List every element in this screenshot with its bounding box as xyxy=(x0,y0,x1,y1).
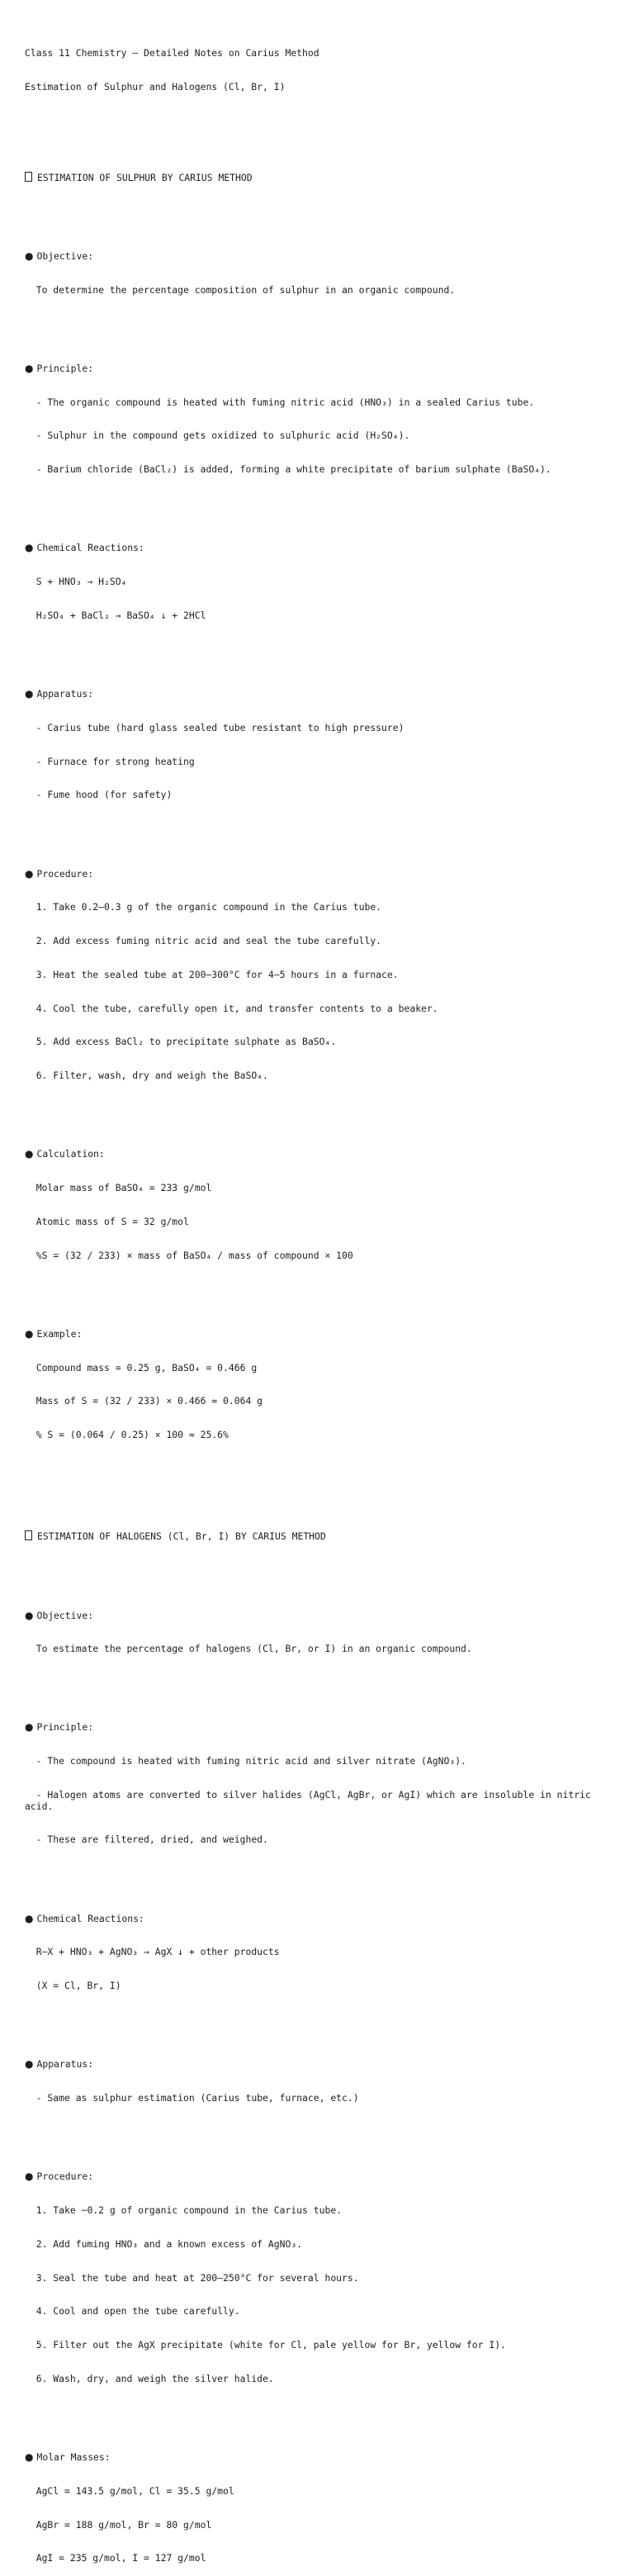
bullet-icon: ● xyxy=(25,249,34,262)
bullet-icon: ● xyxy=(25,867,34,880)
bullet-icon: ● xyxy=(25,688,34,700)
bullet-example: ● Example: xyxy=(25,1327,83,1340)
principle-line: - The compound is heated with fuming nitric acid and silver nitrate (AgNO₃). xyxy=(25,1755,466,1767)
notes-document xyxy=(25,26,619,2576)
bullet-icon: ● xyxy=(25,2451,34,2464)
calculation-line: %S = (32 / 233) × mass of BaSO₄ / mass of compound × 100 xyxy=(25,1249,353,1261)
principle-line: - Halogen atoms are converted to silver halides (AgCl, AgBr, or AgI) which are insoluble in nitric acid. xyxy=(25,1789,597,1812)
bullet-procedure: ● Procedure: xyxy=(25,867,94,880)
bullet-objective: ● Objective: xyxy=(25,249,94,262)
example-line: Mass of S = (32 / 233) × 0.466 ≈ 0.064 g xyxy=(25,1395,263,1407)
principle-line: - The organic compound is heated with fuming nitric acid (HNO₃) in a sealed Carius tube. xyxy=(25,396,535,408)
principle-line: - Sulphur in the compound gets oxidized to sulphuric acid (H₂SO₄). xyxy=(25,429,410,442)
procedure-step: 5. Add excess BaCl₂ to precipitate sulphate as BaSO₄. xyxy=(25,1036,337,1048)
bullet-icon: ● xyxy=(25,1327,34,1340)
reaction-line: R–X + HNO₃ + AgNO₃ → AgX ↓ + other products xyxy=(25,1946,280,1958)
bullet-procedure: ● Procedure: xyxy=(25,2170,94,2183)
procedure-step: 4. Cool the tube, carefully open it, and transfer contents to a beaker. xyxy=(25,1002,438,1014)
principle-line: - These are filtered, dried, and weighed. xyxy=(25,1834,268,1846)
procedure-step: 2. Add fuming HNO₃ and a known excess of AgNO₃. xyxy=(25,2237,303,2250)
example-line: Compound mass = 0.25 g, BaSO₄ = 0.466 g xyxy=(25,1361,258,1373)
doc-subtitle: Estimation of Sulphur and Halogens (Cl, Br, I) xyxy=(25,80,286,93)
bullet-principle: ● Principle: xyxy=(25,1721,94,1734)
bullet-icon: ● xyxy=(25,1721,34,1734)
procedure-step: 6. Wash, dry, and weigh the silver halide. xyxy=(25,2372,274,2384)
section-heading-text: ESTIMATION OF HALOGENS (Cl, Br, I) BY CARIUS METHOD xyxy=(37,1530,326,1543)
bullet-objective: ● Objective: xyxy=(25,1609,94,1621)
apparatus-line: - Furnace for strong heating xyxy=(25,755,195,767)
reaction-line: (X = Cl, Br, I) xyxy=(25,1980,121,1992)
bullet-icon: ● xyxy=(25,1912,34,1924)
procedure-step: 3. Seal the tube and heat at 200–250°C for several hours. xyxy=(25,2271,359,2284)
bullet-icon: ● xyxy=(25,1148,34,1160)
section-heading-sulphur xyxy=(25,172,619,184)
molar-mass-line: AgCl = 143.5 g/mol, Cl = 35.5 g/mol xyxy=(25,2484,234,2497)
section-heading-halogens xyxy=(25,1530,619,1543)
procedure-step: 5. Filter out the AgX precipitate (white for Cl, pale yellow for Br, yellow for I). xyxy=(25,2339,506,2351)
bullet-apparatus: ● Apparatus: xyxy=(25,2058,94,2071)
procedure-step: 3. Heat the sealed tube at 200–300°C for 4–5 hours in a furnace. xyxy=(25,968,399,980)
bullet-calculation: ● Calculation: xyxy=(25,1148,105,1160)
apparatus-line: - Fume hood (for safety) xyxy=(25,789,173,801)
bullet-icon: ● xyxy=(25,2058,34,2071)
example-line: % S = (0.064 / 0.25) × 100 ≈ 25.6% xyxy=(25,1429,229,1441)
bullet-reactions: ● Chemical Reactions: xyxy=(25,1912,144,1924)
procedure-step: 1. Take 0.2–0.3 g of the organic compound in the Carius tube. xyxy=(25,901,382,913)
bullet-reactions: ● Chemical Reactions: xyxy=(25,542,144,554)
apparatus-line: - Same as sulphur estimation (Carius tube, furnace, etc.) xyxy=(25,2092,359,2104)
checkbox-icon xyxy=(25,1530,32,1540)
procedure-step: 1. Take ~0.2 g of organic compound in the Carius tube. xyxy=(25,2204,343,2216)
calculation-line: Molar mass of BaSO₄ = 233 g/mol xyxy=(25,1182,212,1194)
procedure-step: 4. Cool and open the tube carefully. xyxy=(25,2305,240,2317)
bullet-icon: ● xyxy=(25,362,34,374)
reaction-line: H₂SO₄ + BaCl₂ → BaSO₄ ↓ + 2HCl xyxy=(25,609,206,621)
doc-title: Class 11 Chemistry – Detailed Notes on Carius Method xyxy=(25,47,319,59)
section-heading-text: ESTIMATION OF SULPHUR BY CARIUS METHOD xyxy=(37,171,253,183)
bullet-icon: ● xyxy=(25,2170,34,2183)
reaction-line: S + HNO₃ → H₂SO₄ xyxy=(25,576,127,588)
bullet-apparatus: ● Apparatus: xyxy=(25,688,94,700)
bullet-icon: ● xyxy=(25,542,34,554)
bullet-molar-masses: ● Molar Masses: xyxy=(25,2451,111,2464)
checkbox-icon xyxy=(25,172,32,182)
procedure-step: 6. Filter, wash, dry and weigh the BaSO₄. xyxy=(25,1070,268,1082)
procedure-step: 2. Add excess fuming nitric acid and seal the tube carefully. xyxy=(25,935,382,947)
molar-mass-line: AgI = 235 g/mol, I = 127 g/mol xyxy=(25,2552,206,2564)
calculation-line: Atomic mass of S = 32 g/mol xyxy=(25,1215,189,1227)
objective-text: To estimate the percentage of halogens (Cl, Br, or I) in an organic compound. xyxy=(25,1643,472,1655)
objective-text: To determine the percentage composition of sulphur in an organic compound. xyxy=(25,283,456,296)
bullet-principle: ● Principle: xyxy=(25,362,94,374)
apparatus-line: - Carius tube (hard glass sealed tube resistant to high pressure) xyxy=(25,721,405,733)
molar-mass-line: AgBr = 188 g/mol, Br = 80 g/mol xyxy=(25,2518,212,2531)
bullet-icon: ● xyxy=(25,1609,34,1621)
principle-line: - Barium chloride (BaCl₂) is added, forming a white precipitate of barium sulphate (BaSO₄). xyxy=(25,463,551,476)
